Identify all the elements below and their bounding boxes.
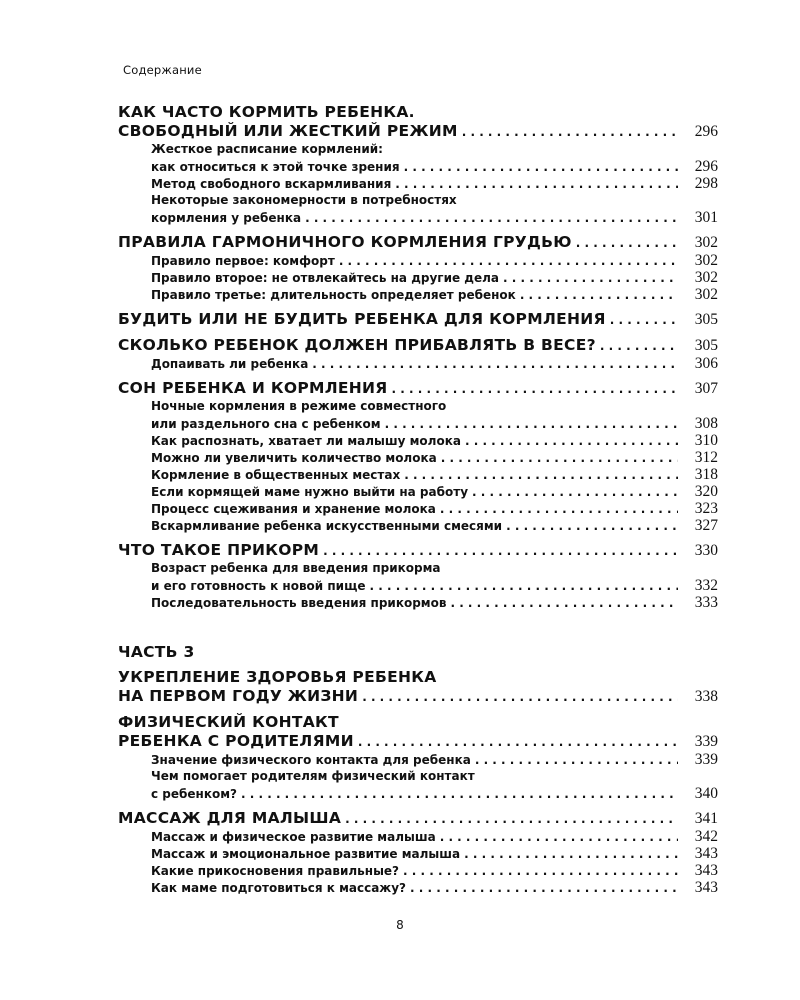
toc-heading[interactable] — [118, 732, 718, 751]
dot-leader — [323, 542, 678, 561]
toc-page-number: 310 — [694, 432, 718, 449]
toc-entry[interactable] — [118, 141, 718, 158]
dot-leader — [440, 501, 678, 518]
toc-entry[interactable] — [118, 828, 718, 845]
toc-entry-title: Процесс сцеживания и хранение молока — [151, 502, 436, 516]
dot-leader — [600, 337, 678, 356]
toc-entry[interactable] — [118, 398, 718, 415]
toc-entry-title: Какие прикосновения правильные? — [151, 864, 400, 878]
toc-entry[interactable] — [118, 269, 718, 286]
toc-entry[interactable] — [118, 252, 718, 269]
toc-page-number: 333 — [694, 594, 718, 611]
toc-entry-title: Возраст ребенка для введения прикорма — [151, 561, 441, 575]
toc-page-number: 320 — [694, 483, 718, 500]
toc-entry-title: СОН РЕБЕНКА И КОРМЛЕНИЯ — [118, 379, 388, 397]
toc-page-number: 340 — [694, 785, 718, 802]
toc-entry-title: Ночные кормления в режиме совместного — [151, 399, 447, 413]
toc-entry-title: Кормление в общественных местах — [151, 468, 401, 482]
toc-entry-title: ФИЗИЧЕСКИЙ КОНТАКТ — [118, 713, 339, 731]
dot-leader — [345, 810, 678, 829]
toc-page-number: 306 — [694, 355, 718, 372]
toc-entry[interactable] — [118, 415, 718, 432]
toc-heading[interactable] — [118, 336, 718, 355]
toc-entry-title: НА ПЕРВОМ ГОДУ ЖИЗНИ — [118, 687, 359, 705]
dot-leader — [410, 880, 678, 897]
toc-entry[interactable] — [118, 594, 718, 611]
toc-entry-title: Правило первое: комфорт — [151, 254, 335, 268]
dot-leader — [358, 733, 678, 752]
toc-entry-title: Если кормящей маме нужно выйти на работу — [151, 485, 469, 499]
toc-page-number: 323 — [694, 500, 718, 517]
toc-entry-title: СКОЛЬКО РЕБЕНОК ДОЛЖЕН ПРИБАВЛЯТЬ В ВЕСЕ? — [118, 336, 596, 354]
toc-entry-title: КАК ЧАСТО КОРМИТЬ РЕБЕНКА. — [118, 103, 415, 121]
toc-part-label — [118, 644, 718, 661]
dot-leader — [472, 484, 678, 501]
toc-heading[interactable] — [118, 809, 718, 828]
toc-entry-title: Некоторые закономерности в потребностях — [151, 193, 457, 207]
dot-leader — [464, 846, 678, 863]
dot-leader — [465, 433, 678, 450]
toc-entry-title: Как распознать, хватает ли малышу молока — [151, 434, 461, 448]
toc-entry-title: УКРЕПЛЕНИЕ ЗДОРОВЬЯ РЕБЕНКА — [118, 668, 437, 686]
toc-page-number: 343 — [694, 879, 718, 896]
toc-page-number: 342 — [694, 828, 718, 845]
toc-entry-title: Значение физического контакта для ребенка — [151, 753, 471, 767]
toc-entry-title: с ребенком? — [151, 787, 237, 801]
dot-leader — [392, 380, 678, 399]
toc-entry-title: Допаивать ли ребенка — [151, 357, 309, 371]
toc-entry[interactable] — [118, 192, 718, 209]
toc-page-number: 302 — [694, 252, 718, 269]
toc-heading[interactable] — [118, 687, 718, 706]
toc-entry-title: Можно ли увеличить количество молока — [151, 451, 437, 465]
toc-entry[interactable] — [118, 751, 718, 768]
toc-page-number: 302 — [694, 286, 718, 303]
toc-heading[interactable] — [118, 310, 718, 329]
toc-page-number: 339 — [694, 751, 718, 768]
toc-page-number: 301 — [694, 209, 718, 226]
dot-leader — [440, 829, 678, 846]
dot-leader — [241, 786, 678, 803]
dot-leader — [610, 311, 678, 330]
toc-entry[interactable] — [118, 500, 718, 517]
toc-page-number: 330 — [694, 542, 718, 559]
toc-page-number: 338 — [694, 688, 718, 705]
toc-entry[interactable] — [118, 845, 718, 862]
toc-heading[interactable] — [118, 379, 718, 398]
toc-entry[interactable] — [118, 432, 718, 449]
toc-entry-title: СВОБОДНЫЙ ИЛИ ЖЕСТКИЙ РЕЖИМ — [118, 122, 458, 140]
dot-leader — [403, 863, 678, 880]
toc-page-number: 302 — [694, 269, 718, 286]
dot-leader — [312, 356, 678, 373]
toc-entry[interactable] — [118, 517, 718, 534]
toc-entry[interactable] — [118, 449, 718, 466]
page-number: 8 — [396, 918, 404, 932]
toc-page-number: 305 — [694, 337, 718, 354]
toc-entry-title: ПРАВИЛА ГАРМОНИЧНОГО КОРМЛЕНИЯ ГРУДЬЮ — [118, 233, 572, 251]
toc-entry-title: Чем помогает родителям физический контакт — [151, 769, 475, 783]
toc-heading[interactable] — [118, 103, 718, 122]
toc-heading[interactable] — [118, 713, 718, 732]
toc-entry[interactable] — [118, 483, 718, 500]
toc-entry-title: Правило второе: не отвлекайтесь на другие дела — [151, 271, 500, 285]
dot-leader — [520, 287, 678, 304]
dot-leader — [450, 595, 678, 612]
dot-leader — [506, 518, 678, 535]
toc-heading[interactable] — [118, 668, 718, 687]
toc-heading[interactable] — [118, 233, 718, 252]
toc-page-number: 307 — [694, 380, 718, 397]
toc-page-number: 339 — [694, 733, 718, 750]
toc-entry[interactable] — [118, 785, 718, 802]
toc-entry-title: и его готовность к новой пище — [151, 579, 366, 593]
toc-entry-title: Массаж и эмоциональное развитие малыша — [151, 847, 461, 861]
toc-entry[interactable] — [118, 158, 718, 175]
toc-page-number: 343 — [694, 862, 718, 879]
toc-page-number: 298 — [694, 175, 718, 192]
dot-leader — [475, 752, 678, 769]
toc-entry[interactable] — [118, 768, 718, 785]
toc-entry[interactable] — [118, 560, 718, 577]
toc-page-number: 308 — [694, 415, 718, 432]
toc-entry-title: Вскармливание ребенка искусственными смесями — [151, 519, 503, 533]
toc-entry[interactable] — [118, 879, 718, 896]
toc-page-number: 296 — [694, 123, 718, 140]
toc-heading[interactable] — [118, 122, 718, 141]
dot-leader — [404, 159, 678, 176]
toc-page-number: 327 — [694, 517, 718, 534]
dot-leader — [441, 450, 678, 467]
table-of-contents — [118, 103, 718, 896]
dot-leader — [462, 123, 678, 142]
toc-entry-title: Массаж и физическое развитие малыша — [151, 830, 436, 844]
toc-entry[interactable] — [118, 355, 718, 372]
toc-page-number: 341 — [694, 810, 718, 827]
running-head: Содержание — [123, 63, 202, 77]
toc-page-number: 312 — [694, 449, 718, 466]
dot-leader — [369, 578, 678, 595]
toc-entry[interactable] — [118, 466, 718, 483]
dot-leader — [362, 688, 678, 707]
toc-entry-title: ЧТО ТАКОЕ ПРИКОРМ — [118, 541, 320, 559]
toc-entry-title: ЧАСТЬ 3 — [118, 643, 195, 661]
toc-entry[interactable] — [118, 577, 718, 594]
toc-entry-title: Жесткое расписание кормлений: — [151, 142, 383, 156]
toc-page-number: 302 — [694, 234, 718, 251]
dot-leader — [385, 416, 678, 433]
toc-entry-title: Метод свободного вскармливания — [151, 177, 392, 191]
toc-entry-title: или раздельного сна с ребенком — [151, 417, 381, 431]
toc-heading[interactable] — [118, 541, 718, 560]
dot-leader — [305, 210, 678, 227]
toc-entry[interactable] — [118, 209, 718, 226]
toc-entry-title: как относиться к этой точке зрения — [151, 160, 400, 174]
toc-entry[interactable] — [118, 286, 718, 303]
dot-leader — [503, 270, 678, 287]
toc-page-number: 343 — [694, 845, 718, 862]
toc-entry-title: Последовательность введения прикормов — [151, 596, 447, 610]
toc-entry-title: Правило третье: длительность определяет ребенок — [151, 288, 516, 302]
toc-page-number: 318 — [694, 466, 718, 483]
dot-leader — [576, 234, 678, 253]
toc-entry[interactable] — [118, 862, 718, 879]
toc-page-number: 296 — [694, 158, 718, 175]
toc-entry-title: РЕБЕНКА С РОДИТЕЛЯМИ — [118, 732, 354, 750]
toc-entry[interactable] — [118, 175, 718, 192]
dot-leader — [339, 253, 678, 270]
toc-page-number: 305 — [694, 311, 718, 328]
toc-page-number: 332 — [694, 577, 718, 594]
toc-entry-title: БУДИТЬ ИЛИ НЕ БУДИТЬ РЕБЕНКА ДЛЯ КОРМЛЕНИЯ — [118, 310, 606, 328]
toc-entry-title: кормления у ребенка — [151, 211, 302, 225]
dot-leader — [404, 467, 678, 484]
toc-entry-title: Как маме подготовиться к массажу? — [151, 881, 407, 895]
dot-leader — [395, 176, 678, 193]
toc-entry-title: МАССАЖ ДЛЯ МАЛЫША — [118, 809, 342, 827]
